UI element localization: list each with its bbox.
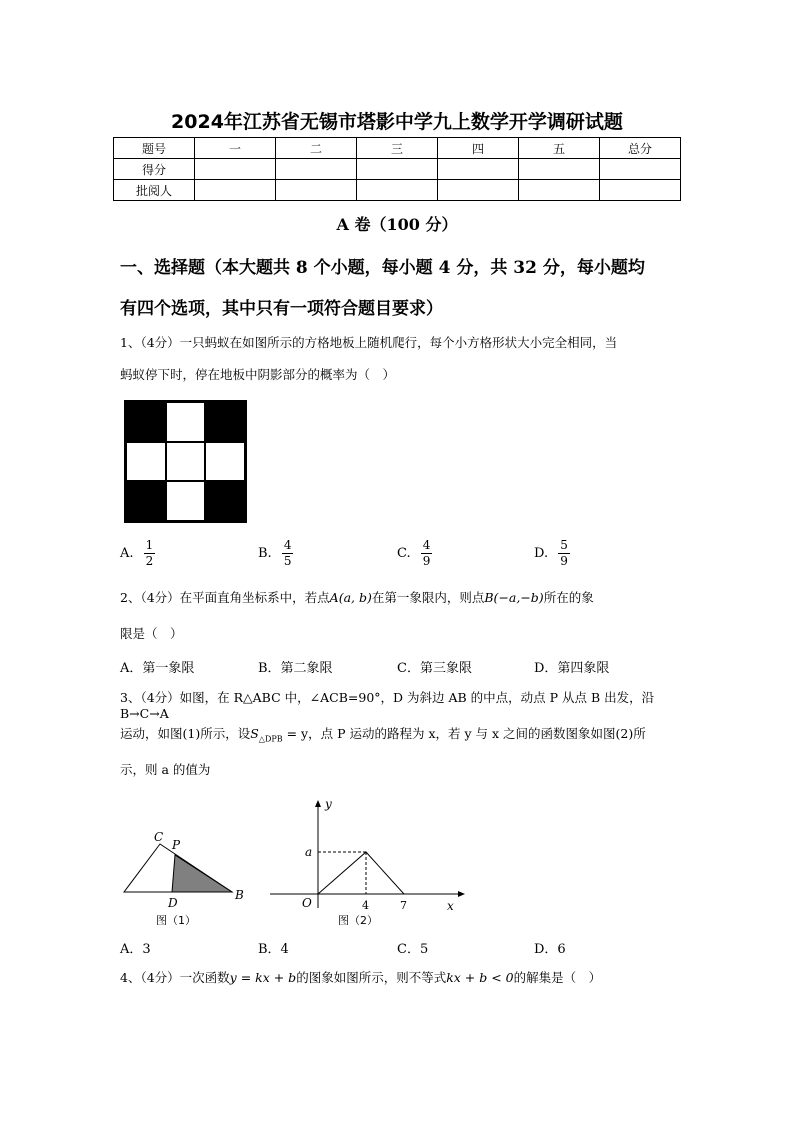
option-c[interactable]: C．5: [397, 942, 429, 957]
table-cell: 三: [357, 138, 438, 159]
linear-equation: y = kx + b: [229, 970, 297, 985]
option-label: B.: [258, 546, 272, 561]
q2-middle: 在第一象限内，则点: [371, 590, 485, 605]
fraction: [558, 538, 570, 569]
grid-cell-empty: [166, 442, 206, 482]
table-cell: [276, 159, 357, 180]
table-cell: [519, 180, 600, 201]
option-d[interactable]: D．6: [534, 942, 566, 957]
option-d[interactable]: [534, 538, 570, 569]
area-symbol: S: [250, 726, 259, 741]
fraction: [421, 538, 433, 569]
point-b: B(−a,−b): [484, 590, 544, 605]
label-d: D: [168, 896, 178, 910]
grid-cell-shaded: [205, 402, 245, 442]
denominator: 2: [145, 554, 154, 568]
table-cell: 得分: [114, 159, 195, 180]
q4-middle: 的图象如图所示，则不等式: [296, 970, 447, 985]
grid-cell-shaded: [126, 402, 166, 442]
q1-options: [120, 538, 680, 578]
option-b[interactable]: [258, 538, 293, 569]
score-table: [113, 137, 681, 201]
table-cell: 批阅人: [114, 180, 195, 201]
q4-line1: [120, 970, 680, 986]
fig1-caption: 图（1）: [156, 914, 196, 925]
table-cell: 五: [519, 138, 600, 159]
q1-grid-figure: [124, 400, 247, 523]
table-cell: [276, 180, 357, 201]
denominator: 5: [283, 554, 292, 568]
grid-cell-empty: [166, 481, 206, 521]
label-x: x: [447, 899, 454, 913]
shaded-triangle-dpb: [172, 855, 232, 892]
table-cell: 总分: [600, 138, 681, 159]
exam-title: 2024年江苏省无锡市塔影中学九上数学开学调研试题: [171, 111, 623, 133]
table-cell: 一: [195, 138, 276, 159]
fig2-caption: 图（2）: [338, 914, 378, 925]
q3-options: [120, 938, 680, 958]
option-c[interactable]: C．第三象限: [397, 661, 472, 676]
table-cell: 二: [276, 138, 357, 159]
label-p: P: [172, 838, 181, 852]
tick-7: 7: [400, 899, 407, 912]
table-cell: [195, 159, 276, 180]
table-cell: [195, 180, 276, 201]
table-cell: [519, 159, 600, 180]
section-a-heading: A 卷（100 分）: [336, 215, 458, 234]
q3-figures: [118, 790, 478, 925]
q3-line2-a: 运动，如图(1)所示，设: [120, 726, 251, 741]
tick-4: 4: [362, 899, 369, 912]
area-subscript: △DPB: [258, 734, 283, 744]
label-c: C: [154, 830, 164, 844]
label-b: B: [235, 888, 244, 902]
q2-line2: 限是（ ）: [120, 626, 183, 641]
grid-cell-shaded: [126, 481, 166, 521]
fraction: [144, 538, 156, 569]
numerator: 4: [422, 538, 431, 552]
q1-line2: 蚂蚁停下时，停在地板中阴影部分的概率为（ ）: [120, 367, 396, 382]
option-d[interactable]: D．第四象限: [534, 661, 610, 676]
option-label: D.: [534, 546, 549, 561]
numerator: 4: [283, 538, 292, 552]
table-cell: [357, 180, 438, 201]
table-cell: [600, 159, 681, 180]
fraction: [282, 538, 294, 569]
inequality: kx + b < 0: [446, 970, 514, 985]
function-graph: [318, 852, 404, 894]
option-a[interactable]: [120, 538, 155, 569]
q3-line1: 3、（4分）如图，在 R△ABC 中，∠ACB=90°，D 为斜边 AB 的中点，动点 P 从点 B 出发，沿 B→C→A: [120, 690, 655, 721]
option-a[interactable]: A．3: [120, 942, 151, 957]
q2-suffix: 所在的象: [543, 590, 594, 605]
table-row: [114, 159, 681, 180]
y-axis-arrow: [315, 800, 321, 807]
q2-line1: [120, 590, 680, 606]
option-c[interactable]: [397, 538, 432, 569]
label-a: a: [305, 845, 313, 859]
fig2-graph: [270, 797, 465, 925]
q4-suffix: 的解集是（ ）: [513, 970, 602, 985]
q3-line2-b: = y，点 P 运动的路程为 x，若 y 与 x 之间的函数图象如图(2)所: [282, 726, 646, 741]
table-row: [114, 180, 681, 201]
part1-title-line1: 一、选择题（本大题共 8 个小题，每小题 4 分，共 32 分，每小题均: [120, 258, 645, 278]
denominator: 9: [560, 554, 568, 568]
q3-line2: [120, 726, 680, 748]
label-origin: O: [302, 896, 312, 910]
q2-prefix: 2、（4分）在平面直角坐标系中，若点: [120, 590, 330, 605]
denominator: 9: [422, 554, 431, 568]
option-label: C.: [397, 546, 411, 561]
table-cell: 四: [438, 138, 519, 159]
numerator: 1: [145, 538, 154, 552]
table-cell: [357, 159, 438, 180]
q4-prefix: 4、（4分）一次函数: [120, 970, 230, 985]
option-label: A.: [120, 546, 134, 561]
table-cell: [600, 180, 681, 201]
table-header-row: [114, 138, 681, 159]
option-b[interactable]: B．4: [258, 942, 289, 957]
option-a[interactable]: A．第一象限: [120, 661, 195, 676]
numerator: 5: [560, 538, 568, 552]
q1-line1: 1、（4分）一只蚂蚁在如图所示的方格地板上随机爬行，每个小方格形状大小完全相同，当: [120, 335, 618, 350]
q3-line3: 示，则 a 的值为: [120, 762, 211, 777]
point-a: A(a, b): [329, 590, 372, 605]
label-y: y: [325, 797, 332, 811]
table-cell: [438, 180, 519, 201]
option-b[interactable]: B．第二象限: [258, 661, 333, 676]
fig1-triangle: [124, 830, 244, 925]
x-axis-arrow: [458, 891, 465, 897]
q2-options: [120, 657, 680, 677]
grid-cell-shaded: [205, 481, 245, 521]
table-cell: [438, 159, 519, 180]
part1-title-line2: 有四个选项，其中只有一项符合题目要求）: [120, 299, 443, 319]
grid-cell-empty: [166, 402, 206, 442]
grid-cell-empty: [126, 442, 166, 482]
grid-cell-empty: [205, 442, 245, 482]
table-cell: 题号: [114, 138, 195, 159]
